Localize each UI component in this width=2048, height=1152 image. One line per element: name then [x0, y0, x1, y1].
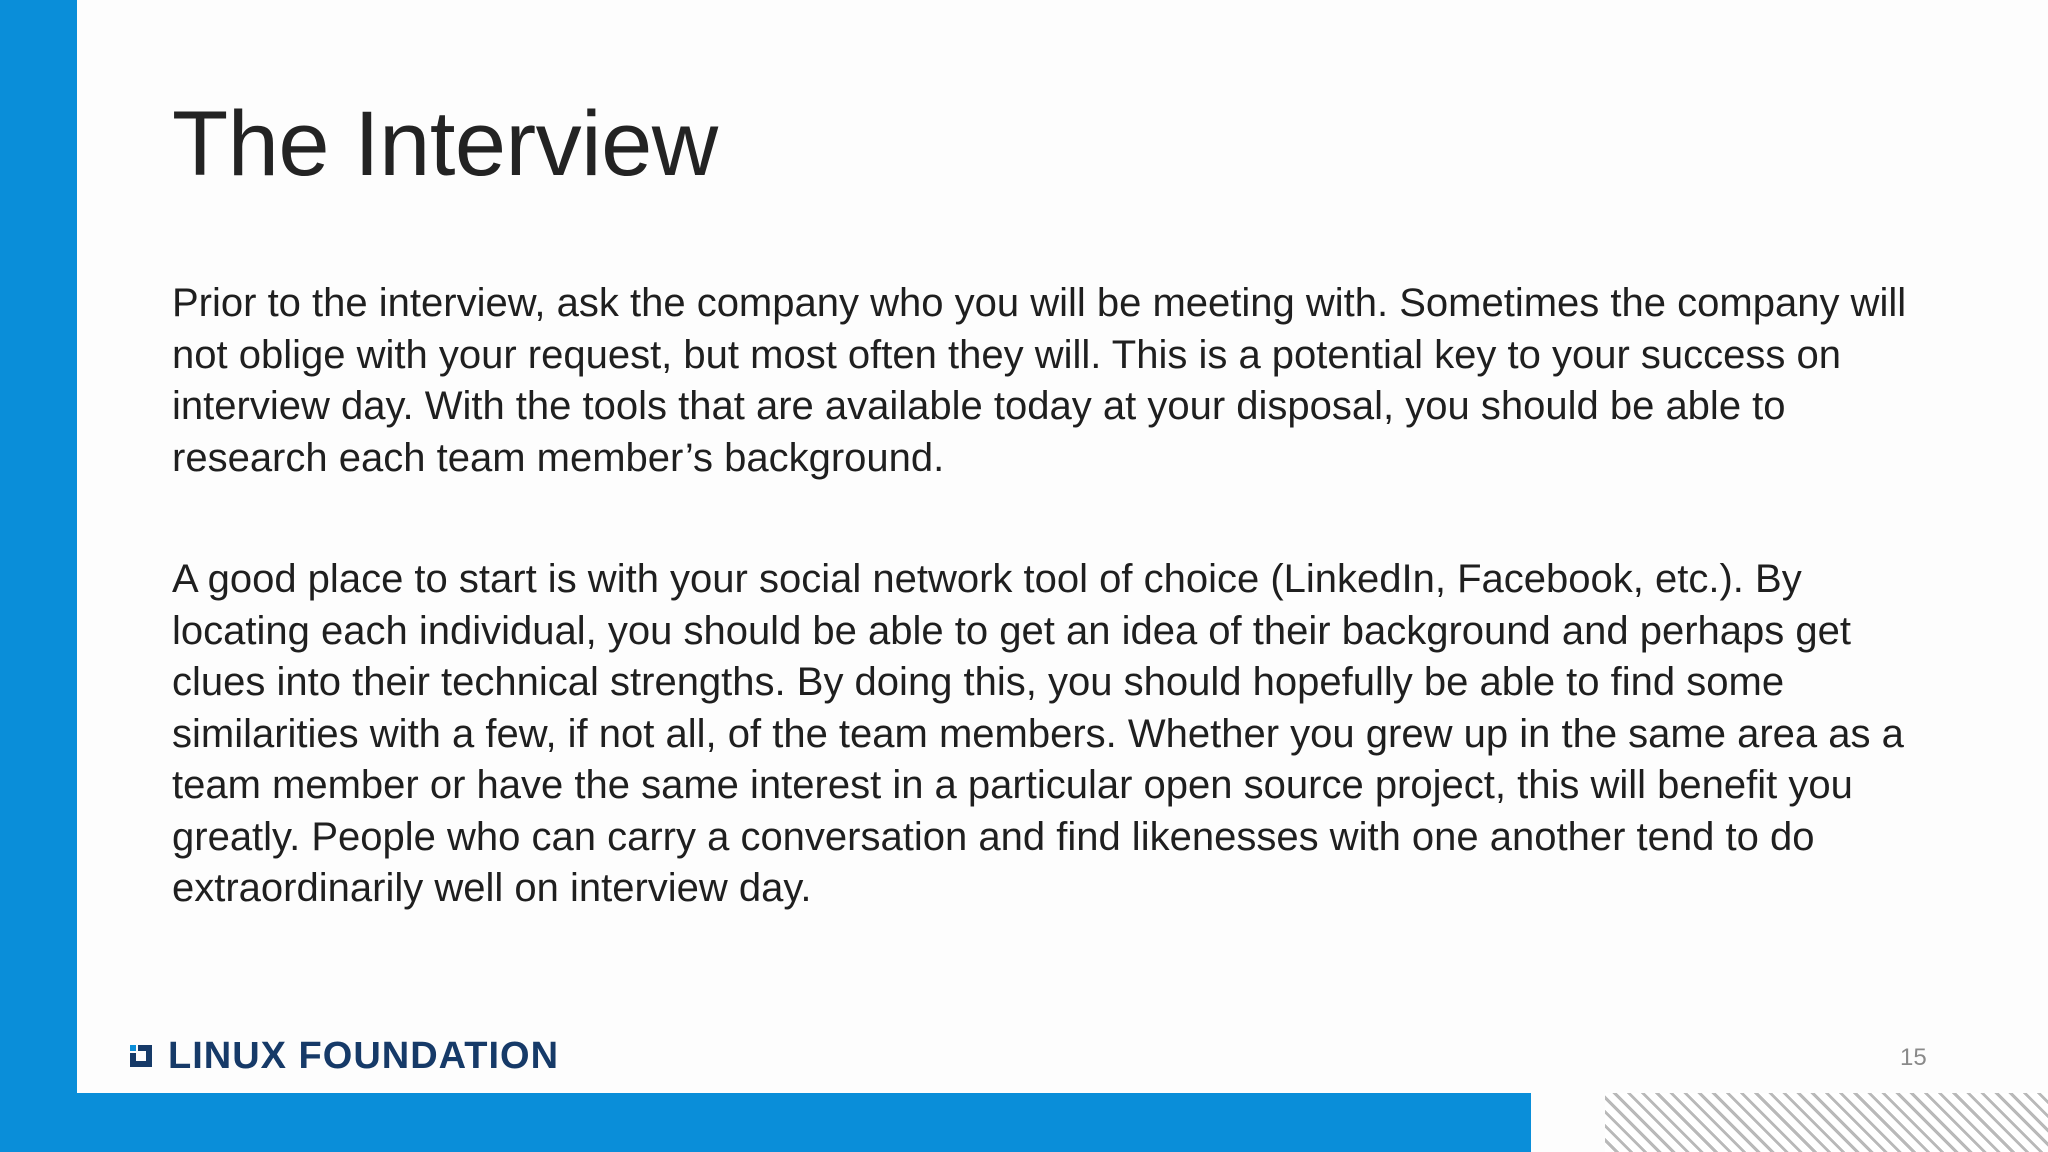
bottom-accent-bar [0, 1093, 1531, 1152]
slide-title: The Interview [172, 93, 718, 195]
left-accent-bar [0, 0, 77, 1152]
body-paragraph-2: A good place to start is with your social network tool of choice (LinkedIn, Facebook, etc.). By locating each individual, you should be able to get an idea of their background and perhaps get clues into their technical strengths. By doing this, you should hopefully be able to find some similarities with a few, if not all, of the team members. Whether you grew up in the same area as a team member or have the same interest in a particular open source project, this will benefit you greatly. People who can carry a conversation and find likenesses with one another tend to do extraordinarily well on interview day. [172, 557, 1904, 910]
hatch-pattern-decoration [1605, 1093, 2048, 1152]
page-number: 15 [1900, 1044, 1927, 1071]
logo-text: LINUX FOUNDATION [168, 1034, 560, 1077]
linux-foundation-mark-icon [128, 1043, 154, 1069]
body-paragraph-1: Prior to the interview, ask the company who you will be meeting with. Sometimes the company will not oblige with your request, but most often they will. This is a potential key to your success on interview day. With the tools that are available today at your disposal, you should be able to research each team member’s background. [172, 281, 1907, 480]
linux-foundation-logo [128, 1036, 559, 1076]
